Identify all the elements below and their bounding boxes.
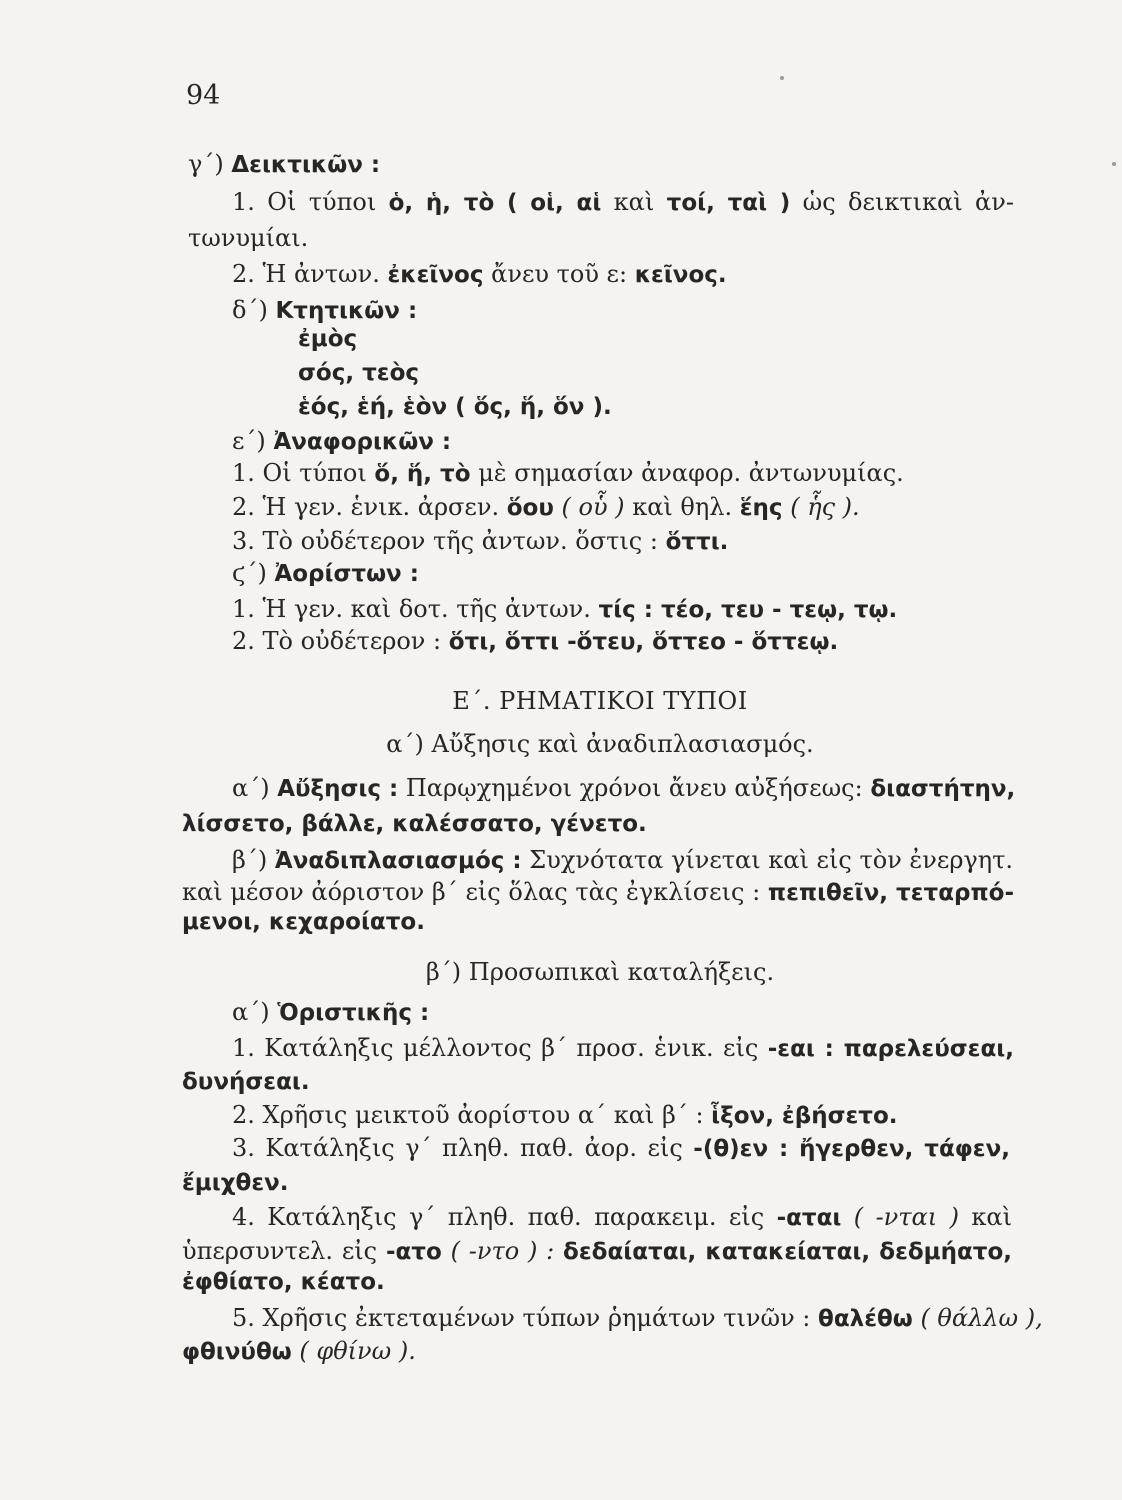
text-run: 3. Κατάληξις γ΄ πληθ. παθ. ἀορ. εἰς [232, 1134, 683, 1162]
text-line: τωνυμίαι. [188, 224, 309, 252]
text-run: 1. Οἱ τύποι [232, 188, 377, 216]
section-title: Αὔξησις : [277, 776, 399, 802]
text-line [232, 623, 1012, 660]
italic-paren: ( ἧς ). [790, 493, 860, 521]
text-line [232, 1300, 1043, 1337]
text-run: 5. Χρῆσις ἐκτεταμένων τύπων ῥημάτων τινῶν : [232, 1304, 811, 1332]
page-number: 94 [186, 80, 221, 111]
bold-forms: ἕης [739, 495, 783, 521]
text-line [232, 1199, 1012, 1236]
subsection-title: α΄) Αὔξησις καὶ ἀναδιπλασιασμός. [386, 730, 814, 758]
section-label: δ΄) [232, 296, 268, 324]
bold-forms: -ατο [385, 1239, 442, 1265]
text-line [232, 1130, 1010, 1167]
italic-paren: ( θάλλω ), [920, 1304, 1043, 1332]
bold-forms: ἑός, ἑή, ἑὸν ( ὅς, ἥ, ὅν ). [298, 394, 612, 420]
bold-forms: ἔμιχθεν. [182, 1170, 289, 1196]
section-title: Ἀναφορικῶν : [273, 429, 452, 455]
text-run: 2. Τὸ οὐδέτερον : [232, 627, 442, 655]
text-run: Συχνότατα γίνεται καὶ εἰς τὸν ἐνεργητ. [529, 846, 1014, 874]
section-label: α΄) [232, 774, 270, 802]
bold-forms: μενοι, κεχαροίατο. [182, 909, 425, 935]
italic-paren: ( οὗ ) [561, 493, 625, 521]
text-run: 4. Κατάληξις γ΄ πληθ. παθ. παρακειμ. εἰς [232, 1203, 765, 1231]
text-line [232, 1097, 1012, 1134]
bold-forms: τοί, ταὶ ) [666, 190, 791, 216]
section-heading [232, 994, 1012, 1031]
text-line [232, 1030, 1014, 1067]
text-run: 1. Οἱ τύποι [232, 459, 367, 487]
text-run: ὑπερσυντελ. εἰς [182, 1237, 378, 1265]
section-title: Ἀναδιπλασιασμός : [274, 848, 522, 874]
bold-forms: κεῖνος. [634, 262, 727, 288]
subsection-title: β΄) Προσωπικαὶ καταλήξεις. [425, 958, 775, 986]
bold-forms: σός, τεὸς [298, 360, 420, 386]
text-run: καὶ θηλ. [632, 493, 733, 521]
text-run: 1. Ἡ γεν. καὶ δοτ. τῆς ἀντων. [232, 595, 591, 623]
bold-forms: -αται [776, 1205, 842, 1231]
bold-forms: τίς : τέο, τευ - τεῳ, τῳ. [598, 597, 898, 623]
bold-forms: πεπιθεῖν, τεταρπό- [767, 880, 1015, 906]
text-run: Παρῳχημένοι χρόνοι ἄνευ αὐξήσεως: [405, 774, 863, 802]
bold-forms: ὅτι, ὅττι -ὅτευ, ὅττεο - ὅττεῳ. [448, 629, 839, 655]
text-run: καὶ μέσον ἀόριστον β΄ εἰς ὅλας τὰς ἐγκλίσεις : [182, 878, 761, 906]
bold-forms: διαστήτην, [870, 776, 1016, 802]
bold-forms: -(θ)εν : ἤγερθεν, τάφεν, [693, 1136, 1010, 1162]
italic-paren: ( φθίνω ). [299, 1337, 416, 1365]
text-run: 2. Ἡ γεν. ἑνικ. ἀρσεν. [232, 493, 500, 521]
text-run: ὡς δεικτικαὶ ἀν- [802, 188, 1014, 216]
bold-forms: -εαι : παρελεύσεαι, [767, 1036, 1014, 1062]
text-run: 2. Ἡ ἀντων. [232, 260, 380, 288]
bold-forms: ἐμὸς [298, 326, 358, 352]
section-title: Κτητικῶν : [275, 298, 418, 324]
text-line [182, 1333, 1012, 1370]
bold-forms: ἷξον, ἐβήσετο. [711, 1103, 898, 1129]
section-heading [232, 555, 1012, 592]
print-speck [1112, 162, 1116, 166]
bold-forms: φθινύθω [182, 1339, 292, 1365]
bold-forms: ὅ, ἥ, τὸ [374, 461, 471, 487]
text-line [232, 256, 1012, 293]
text-run: 3. Τὸ οὐδέτερον τῆς ἀντων. ὅστις : [232, 527, 658, 555]
print-speck [780, 76, 784, 80]
text-run: καὶ [971, 1203, 1012, 1231]
bold-forms: δεδαίαται, κατακείαται, δεδμήατο, [563, 1239, 1012, 1265]
section-title: Ἀορίστων : [274, 561, 419, 587]
bold-forms: ἐκεῖνος [387, 262, 484, 288]
bold-forms: ὅου [506, 495, 554, 521]
section-label: ϛ΄) [232, 559, 267, 587]
bold-forms: ἐφθίατο, κέατο. [182, 1269, 385, 1295]
chapter-title: Ε΄. ΡΗΜΑΤΙΚΟΙ ΤΥΠΟΙ [452, 687, 748, 715]
bold-forms: λίσσετο, βάλλε, καλέσσατο, γένετο. [182, 811, 647, 837]
text-run: 1. Κατάληξις μέλλοντος β΄ προσ. ἑνικ. εἰς [232, 1034, 759, 1062]
bold-forms: ὅττι. [665, 529, 729, 555]
text-line [232, 770, 1014, 807]
section-title: Ὁριστικῆς : [277, 1000, 430, 1026]
italic-paren: ( -νται ) [853, 1203, 959, 1231]
text-line [232, 489, 1012, 526]
section-heading [188, 146, 1012, 183]
bold-forms: ὁ, ἡ, τὸ ( οἱ, αἱ [388, 190, 602, 216]
section-title: Δεικτικῶν : [231, 152, 381, 178]
text-line [232, 184, 1014, 221]
text-run: 2. Χρῆσις μεικτοῦ ἀορίστου α΄ καὶ β΄ : [232, 1101, 704, 1129]
text-run: καὶ [613, 188, 655, 216]
bold-forms: θαλέθω [818, 1306, 913, 1332]
italic-paren: ( -ντο ) : [450, 1237, 555, 1265]
section-label: β΄) [232, 846, 268, 874]
text-run: μὲ σημασίαν ἀναφορ. ἀντωνυμίας. [478, 459, 904, 487]
section-label: γ΄) [188, 150, 224, 178]
section-label: ε΄) [232, 427, 266, 455]
bold-forms: δυνήσεαι. [182, 1069, 310, 1095]
text-run: ἄνευ τοῦ ε: [491, 260, 628, 288]
section-label: α΄) [232, 998, 270, 1026]
text-line [232, 455, 1012, 492]
